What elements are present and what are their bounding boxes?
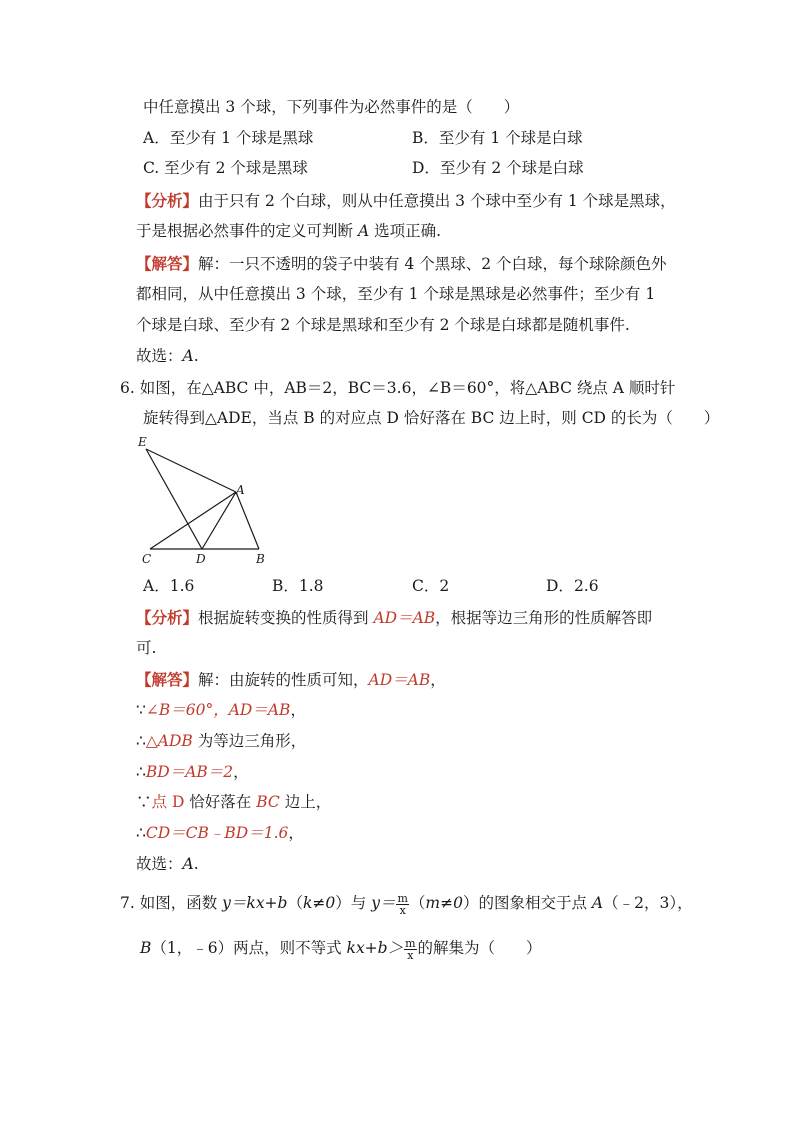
condition-k: k≠0 xyxy=(303,894,336,912)
answer-letter: A xyxy=(182,855,194,873)
option-letter: C. xyxy=(143,159,160,177)
fraction-numerator: m xyxy=(397,891,408,905)
label-e: E xyxy=(138,435,147,449)
function-linear: y＝kx+b xyxy=(222,894,288,912)
q6-option-a xyxy=(143,576,194,596)
fraction-m-over-x xyxy=(404,938,416,961)
segment-ab xyxy=(236,492,259,549)
q6-step-4 xyxy=(136,792,331,812)
q5-answer xyxy=(136,346,199,366)
step-text: 边上， xyxy=(279,793,332,811)
stem-text: 的解集为（ ） xyxy=(417,939,542,957)
q5-option-a xyxy=(143,128,313,148)
point-b: B xyxy=(140,939,152,957)
q7-stem-line1 xyxy=(120,890,693,916)
option-text: 2 xyxy=(439,577,450,595)
step-formula: △ADB xyxy=(145,732,193,750)
stem-text: ）的图象相交于点 xyxy=(462,894,592,912)
therefore-symbol: ∴ xyxy=(136,732,146,750)
stem-text: 如图，函数 xyxy=(139,894,223,912)
step-formula: ∠B＝60°，AD＝AB xyxy=(145,701,291,719)
q5-stem-continuation: 中任意摸出 3 个球，下列事件为必然事件的是（ ） xyxy=(143,98,520,116)
stem-text: （﹣2，3）， xyxy=(603,894,693,912)
q6-step-3 xyxy=(136,762,249,782)
option-text: 1.8 xyxy=(298,577,324,595)
inequality: kx+b＞ xyxy=(346,939,404,957)
answer-suffix: . xyxy=(193,347,199,365)
step-text: 恰好落在 xyxy=(184,793,257,811)
fraction-m-over-x xyxy=(396,893,408,916)
question-number: 7. xyxy=(120,894,135,912)
q6-analysis-line2: 可. xyxy=(136,639,157,657)
option-text: 至少有 1 个球是白球 xyxy=(438,129,583,147)
therefore-symbol: ∴ xyxy=(136,763,146,781)
analysis-text: ，根据等边三角形的性质解答即 xyxy=(435,609,653,627)
q5-option-b xyxy=(412,128,583,148)
stem-text: （1，﹣6）两点，则不等式 xyxy=(151,939,347,957)
fraction-numerator: m xyxy=(405,936,416,950)
stem-text: （ xyxy=(409,894,426,912)
analysis-tag: 【分析】 xyxy=(136,608,199,627)
answer-prefix: 故选： xyxy=(136,347,183,365)
analysis-text: 于是根据必然事件的定义可判断 xyxy=(136,222,358,240)
solution-text: 解：由旋转的性质可知， xyxy=(198,671,369,689)
function-y: y＝ xyxy=(371,894,396,912)
q6-answer xyxy=(136,854,199,874)
because-symbol: ∵ xyxy=(136,793,152,811)
q6-option-c xyxy=(412,576,449,596)
step-formula: BC xyxy=(256,793,280,811)
analysis-text: 由于只有 2 个白球，则从中任意摸出 3 个球中至少有 1 个球是黑球， xyxy=(198,192,676,210)
fraction-denominator: x xyxy=(399,903,406,917)
analysis-text: 选项正确. xyxy=(369,222,441,240)
q6-option-d xyxy=(546,576,599,596)
option-letter: A． xyxy=(143,577,170,595)
answer-suffix: . xyxy=(193,855,199,873)
segment-ec xyxy=(146,449,236,492)
analysis-text: 根据旋转变换的性质得到 xyxy=(198,609,374,627)
step-punct: ， xyxy=(233,763,249,781)
because-symbol: ∵ xyxy=(136,701,146,719)
option-text: 至少有 2 个球是白球 xyxy=(439,159,584,177)
label-b: B xyxy=(256,552,265,566)
q6-step-1 xyxy=(136,700,306,720)
q6-stem-line1 xyxy=(120,378,675,398)
option-letter: C． xyxy=(412,577,440,595)
option-text: 1.6 xyxy=(169,577,195,595)
q6-stem-line2: 旋转得到△ADE，当点 B 的对应点 D 恰好落在 BC 边上时，则 CD 的长为（ ） xyxy=(143,409,720,427)
q5-solution-line2: 都相同，从中任意摸出 3 个球，至少有 1 个球是黑球是必然事件；至少有 1 xyxy=(136,285,656,303)
segment-ca xyxy=(150,492,236,549)
point-a: A xyxy=(591,894,604,912)
solution-text: 解：一只不透明的袋子中装有 4 个黑球、2 个白球，每个球除颜色外 xyxy=(198,255,667,273)
q5-solution xyxy=(136,254,667,274)
label-d: D xyxy=(196,552,206,566)
fraction-denominator: x xyxy=(407,948,414,962)
question-number: 6. xyxy=(120,379,135,397)
option-letter: D． xyxy=(546,577,574,595)
stem-text: ）与 xyxy=(335,894,372,912)
label-a: A xyxy=(236,483,245,497)
solution-text: ， xyxy=(430,671,446,689)
stem-text: 如图，在△ABC 中，AB＝2，BC＝3.6，∠B＝60°，将△ABC 绕点 A 顺时针 xyxy=(139,379,676,397)
answer-letter: A xyxy=(182,347,194,365)
step-punct: ， xyxy=(290,701,306,719)
analysis-formula: AD＝AB xyxy=(373,609,436,627)
option-letter: A． xyxy=(143,129,170,147)
q6-option-b xyxy=(272,576,324,596)
solution-formula: AD＝AB xyxy=(368,671,431,689)
step-punct: ， xyxy=(288,824,304,842)
option-letter: B． xyxy=(272,577,299,595)
q6-solution xyxy=(136,670,446,690)
q6-analysis xyxy=(136,608,652,628)
analysis-tag: 【分析】 xyxy=(136,191,199,210)
step-text: 为等边三角形， xyxy=(192,732,307,750)
q6-step-5 xyxy=(136,823,304,843)
q5-analysis xyxy=(136,191,676,211)
q5-option-d xyxy=(412,158,584,178)
option-letter: D． xyxy=(412,159,440,177)
option-text: 至少有 1 个球是黑球 xyxy=(169,129,314,147)
label-c: C xyxy=(142,552,152,566)
step-formula: BD＝AB＝2 xyxy=(145,763,234,781)
q5-option-c xyxy=(143,158,308,178)
q6-step-2 xyxy=(136,731,306,751)
q6-triangle-figure xyxy=(134,432,284,572)
answer-prefix: 故选： xyxy=(136,855,183,873)
step-formula: 点 D xyxy=(151,793,185,811)
option-text: 至少有 2 个球是黑球 xyxy=(164,159,308,177)
condition-m: m≠0 xyxy=(425,894,463,912)
q7-stem-line2 xyxy=(140,935,542,961)
solution-tag: 【解答】 xyxy=(136,254,199,273)
stem-text: （ xyxy=(287,894,303,912)
option-letter: B． xyxy=(412,129,439,147)
therefore-symbol: ∴ xyxy=(136,824,146,842)
q5-analysis-line2 xyxy=(136,221,441,241)
step-formula: CD＝CB﹣BD＝1.6 xyxy=(145,824,289,842)
segment-da xyxy=(202,492,236,549)
segment-ed xyxy=(146,449,202,549)
analysis-var: A xyxy=(357,222,370,240)
option-text: 2.6 xyxy=(573,577,599,595)
solution-tag: 【解答】 xyxy=(136,670,199,689)
q5-solution-line3: 个球是白球、至少有 2 个球是黑球和至少有 2 个球是白球都是随机事件. xyxy=(136,316,630,334)
